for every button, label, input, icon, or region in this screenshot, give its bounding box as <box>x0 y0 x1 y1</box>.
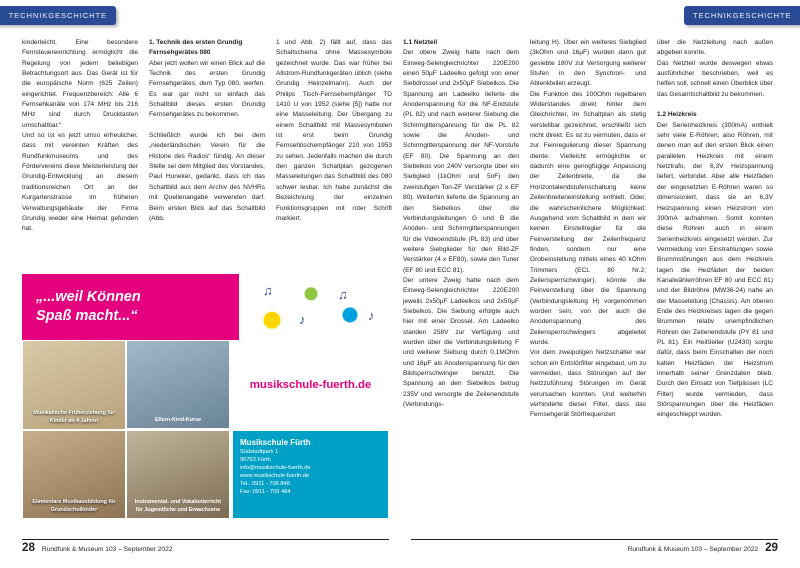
ad-contact-block <box>232 430 389 519</box>
ad-web[interactable]: www.musikschule-fuerth.de <box>240 473 310 480</box>
ad-tile-caption: Eltern-Kind-Kurse <box>154 416 202 423</box>
running-head-left-label: TECHNIKGESCHICHTE <box>8 11 107 20</box>
ad-city: 90763 Fürth <box>240 457 271 464</box>
ad-slogan-line-1: „...weil Können <box>36 289 141 305</box>
ad-street: Südstadtpark 1 <box>240 449 279 455</box>
ad-slogan-line-2: Spaß macht...“ <box>36 308 138 324</box>
advertisement-musikschule-fuerth[interactable] <box>22 274 389 519</box>
body-paragraph: Vor dem zweipoligen Netzschalter war schon ein Entstörfilter eingebaut, um zu vermeiden, dass Störungen auf der Netzzuführung Störungen im Gerät verursachen konnten. Und weiterhin verhinderte dieser Filter, dass das Fernsehgerät Störfrequenzen <box>530 349 646 419</box>
ad-music-illustration <box>239 274 389 340</box>
ad-photo-grid <box>22 340 232 519</box>
footer-right <box>628 541 778 554</box>
ad-photo-tile <box>22 340 126 430</box>
footer-issue-right: Rundfunk & Museum 103 – September 2022 <box>627 546 759 553</box>
ad-photo-row-top <box>22 340 232 430</box>
running-head-left <box>0 6 116 25</box>
column-4 <box>403 38 519 421</box>
body-paragraph: Die Funktion des 100Ohm regelbaren Widerstandes direkt hinter dem Gleichrichter, im Schaltplan als stetig verstellbar gezeichnet, erschließt sich nicht direkt. Es ist zu vermuten, dass er zur Feinregulierung dieser Spannung diente. Vielleicht ermöglichte er dadurch eine geringfügige Anpassung der Zeilenbreite, da die Horizontalendstufenschaltung keine Zeilenbreiteneinstellung enthielt. Oder, die wahrscheinlichere Möglichkeit: Ausgehend vom Schaltbild in dem wir keinen Einstellregler für die Feinverstellung der Zeilenfrequenz finden, sondern nur eine Grobeinstellung mittels eines 40 kOhm Trimmers (ECL 80 Nr.2; Zeilensperrschwinger), könnte die Feinverstellung über die Spannung (Verbindungsleitung H) vorgenommen worden sein, von der auch die Anodenspannung des Zeilensperrschwingers abgeleitet wurde. <box>530 90 646 346</box>
music-note-icon: ♫ <box>263 283 273 299</box>
ad-tile-caption: Musikalische Früherziehung für Kinder ab 4 Jahren <box>33 410 115 424</box>
ad-website-link[interactable]: musikschule-fuerth.de <box>232 340 389 430</box>
music-note-icon: ♪ <box>368 308 375 324</box>
ad-photo-tile <box>126 340 230 429</box>
body-paragraph: leitung H). Über ein weiteres Siebglied (3kOhm und 16µF) wurden dann gut gesiebte 180V zur Versorgung weiterer Stufen in den Synchron- und Ablenkteilen erzeugt. <box>530 39 646 88</box>
page-number-right: 29 <box>765 541 778 554</box>
body-paragraph: über die Netzleitung nach außen abgeben konnte. <box>657 39 773 57</box>
ad-telephone: Tel.: 0911 - 706 848 <box>240 481 290 488</box>
body-paragraph: Und so ist es jetzt umso erfreulicher, dass mit vereinten Kräften des Rundfunkmuseums und des Fördervereins diese Meisterleistung der Grundig-Entwicklung an diesem traditionsreichen Ort an der Kurgartenstrasse im früheren Verwaltungsgebäude der Firma Grundig wieder eine Heimat gefunden hat. <box>22 132 138 233</box>
music-note-icon: ♪ <box>299 312 306 328</box>
column-6 <box>657 38 773 421</box>
running-head-right-label: TECHNIKGESCHICHTE <box>693 11 792 20</box>
footer-rule-right <box>411 539 778 540</box>
column-5 <box>530 38 646 421</box>
ad-slogan-banner <box>22 274 389 340</box>
ad-side-panel <box>232 340 389 519</box>
ad-fax: Fax: 0911 - 709 484 <box>240 489 291 496</box>
body-paragraph: Aber jetzt wollen wir einen Blick auf die Technik des ersten Grundig Fernsehgerätes, dem Typ 080, werfen. Es war gar nicht so einfach das Schaltbild dieses ersten Grundig Fernsehgerätes zu bekommen. <box>149 59 265 119</box>
ad-company-name: Musikschule Fürth <box>240 438 311 447</box>
footer-rule-left <box>22 539 389 540</box>
ad-photo-tile <box>126 430 230 519</box>
page-number-left: 28 <box>22 541 35 554</box>
ad-email[interactable]: info@musikschule-fuerth.de <box>240 465 311 472</box>
ad-slogan <box>22 288 141 326</box>
body-paragraph: 1 und Abb. 2) fällt auf, dass das Schaltschema ohne Massesymbole gezeichnet wurde. Das war früher bei Allstrom-Rundfunkgeräten üblich (siehe Grundig Heinzelmann). Auch der Philips Tisch-Fernsehempfänger TD 1410 U von 1952 (siehe [5]) hatte nur eine Masseleitung. Der Übergang zu einem Schaltbild mit Massesymbolen ist erst beim Grundig Fernsehtischempfänger 210 von 1953 zu sehen. Jedenfalls machen die durch den ganzen Schaltplan gezogenen Masseleitungen das Schaltbild des 080 schwer lesbar. Ich habe zunächst die Bezeichnung der einzelnen Funktionsgruppen mit roter Schrift markiert. <box>276 39 392 222</box>
ad-tile-caption: Instrumental- und Vokalunterricht für Jugendliche und Erwachsene <box>134 499 222 513</box>
section-subheading: 1. Technik des ersten Grundig Fernsehgerätes 080 <box>149 39 243 57</box>
ad-body <box>22 340 389 519</box>
section-subheading: 1.2 Heizkreis <box>657 111 697 119</box>
body-paragraph: Der Serienheizkreis (300mA) enthielt sehr viele E-Röhren, also Röhren, mit denen man auf den ersten Blick einen parallelen Heizkreis mit einem Netztrafo, der 6,3V Heizspannung liefert, verbindet. Aber alle Heizfäden der eingesetzten E-Röhren waren so dimensioniert, dass sie an 6,3V Heizspannung einen Heizstrom von 300mA aufnahmen. Somit konnten diese Röhren auch in einem Serienheizkreis eingesetzt werden. Zur Vermeidung von Einstrahlungen sowie Brummstörungen aus dem Heizkreis lagen die Heizfäden der beiden Kanalwählerröhren EF 80 und ECC 81) und der Bildröhre (MW36-24) nahe an der Masseleitung (Chassis). Am oberen Ende des Heizkreises lagen die gegen Brummen relativ unempfindlichen Röhren der Zeilenendstufe (PY 81 und PL 81). Ein Heißleiter (U2430) sorgte dafür, dass beim Einschalten der noch kalten Heizfäden der Heizstrom innerhalb seiner Grenzdaten blieb. Durch den Einsatz von Tiefpässen (LC Filter) wurde vermieden, dass Störspannungen über die Heizfäden eingeschleppt wurden. <box>657 121 773 419</box>
body-paragraph: Schließlich wurde ich bei dem „niederländischen Verein für die Historie des Radios“ fündig. An dieser Stelle sei dem Mitglied des Vorstandes, Paul Huneker, gedankt, dass ich das Schaltbild aus dem Archiv des NVHRs mit Quellenangabe verwenden darf. Beim ersten Blick auf das Schaltbild (Abb. <box>149 132 265 222</box>
footer-left <box>22 541 172 554</box>
music-note-icon: ♫ <box>338 287 348 303</box>
body-paragraph: Der untere Zweig hatte nach dem Einweg-Selengleichrichter 220E200 jeweils 2x50µF Ladeelkos und 2x50µF Siebelkos. Die Siebung erfolgte auch hier mit einer Drossel. Am Ladeelko standen 258V zur Verfügung und wurden über die Verbindungsleitung F und weiterer Siebung durch 0,1MOhm und 16µF als Anodenspannung für den Bildsperrschwinger benutzt. Die Spannung an den Siebelkos betrug 235V und versorgte die Zeilenendstufe (Verbindungs- <box>403 276 519 409</box>
body-paragraph: Der obere Zweig hatte nach dem Einweg-Selengleichrichter 220E200 einen 50µF Ladeelko gefolgt von einer Siebdrossel und 2x50µF Siebelkos. Die Spannung am Ladeelko lieferte die Anodenspannung für die NF-Endstufe (PL 82) und nach weiterer Siebung die Schirmgitterspannung für die PL 82 sowie die Anoden- und Schirmgitterspannung der NF-Vorstufe (EF 80). Die Spannung an den Siebelkos von 240V versorgte über ein Siebglied (1kOhm und 5nF) den zweistufigen Ton-ZF Verstärker (2 x EF 80). Weiterhin lieferte die Spannung an den Siebelkos über die Verbindungsleitungen G und B die Anoden- und Schirmgitterspannungen für die Videoendstufe (PL 83) und über weitere Siebglieder für den Bild-ZF Verstärker (4 x EF80), sowie den Tuner (EF 80 und ECC 81). <box>403 49 519 274</box>
ad-photo-row-bottom <box>22 430 232 519</box>
running-head-right <box>684 6 800 25</box>
ad-tile-caption: Elementare Musikausbildung für Grundschulkinder <box>32 499 116 513</box>
body-paragraph: Das Netzteil wurde deswegen etwas ausführlicher beschrieben, weil es helfen soll, schnell einen Überblick über das Gesamtschaltbild zu bekommen. <box>657 59 773 98</box>
section-subheading: 1.1 Netzteil <box>403 39 438 46</box>
body-paragraph: kinderleicht. Eine besondere Fernsteuereinrichtung ermöglicht die Regelung von jedem beliebigen Betrachtungsort aus. Das Gerät ist für die europäische Norm (625 Zeilen) eingerichtet. Frequenzbereich: Alle 6 Fernsehkanäle von 174 MHz bis 216 MHz sind durch Drucktasten umschaltbar.“ <box>22 39 138 129</box>
ad-photo-tile <box>22 430 126 519</box>
footer-issue-left: Rundfunk & Museum 103 – September 2022 <box>41 546 173 553</box>
